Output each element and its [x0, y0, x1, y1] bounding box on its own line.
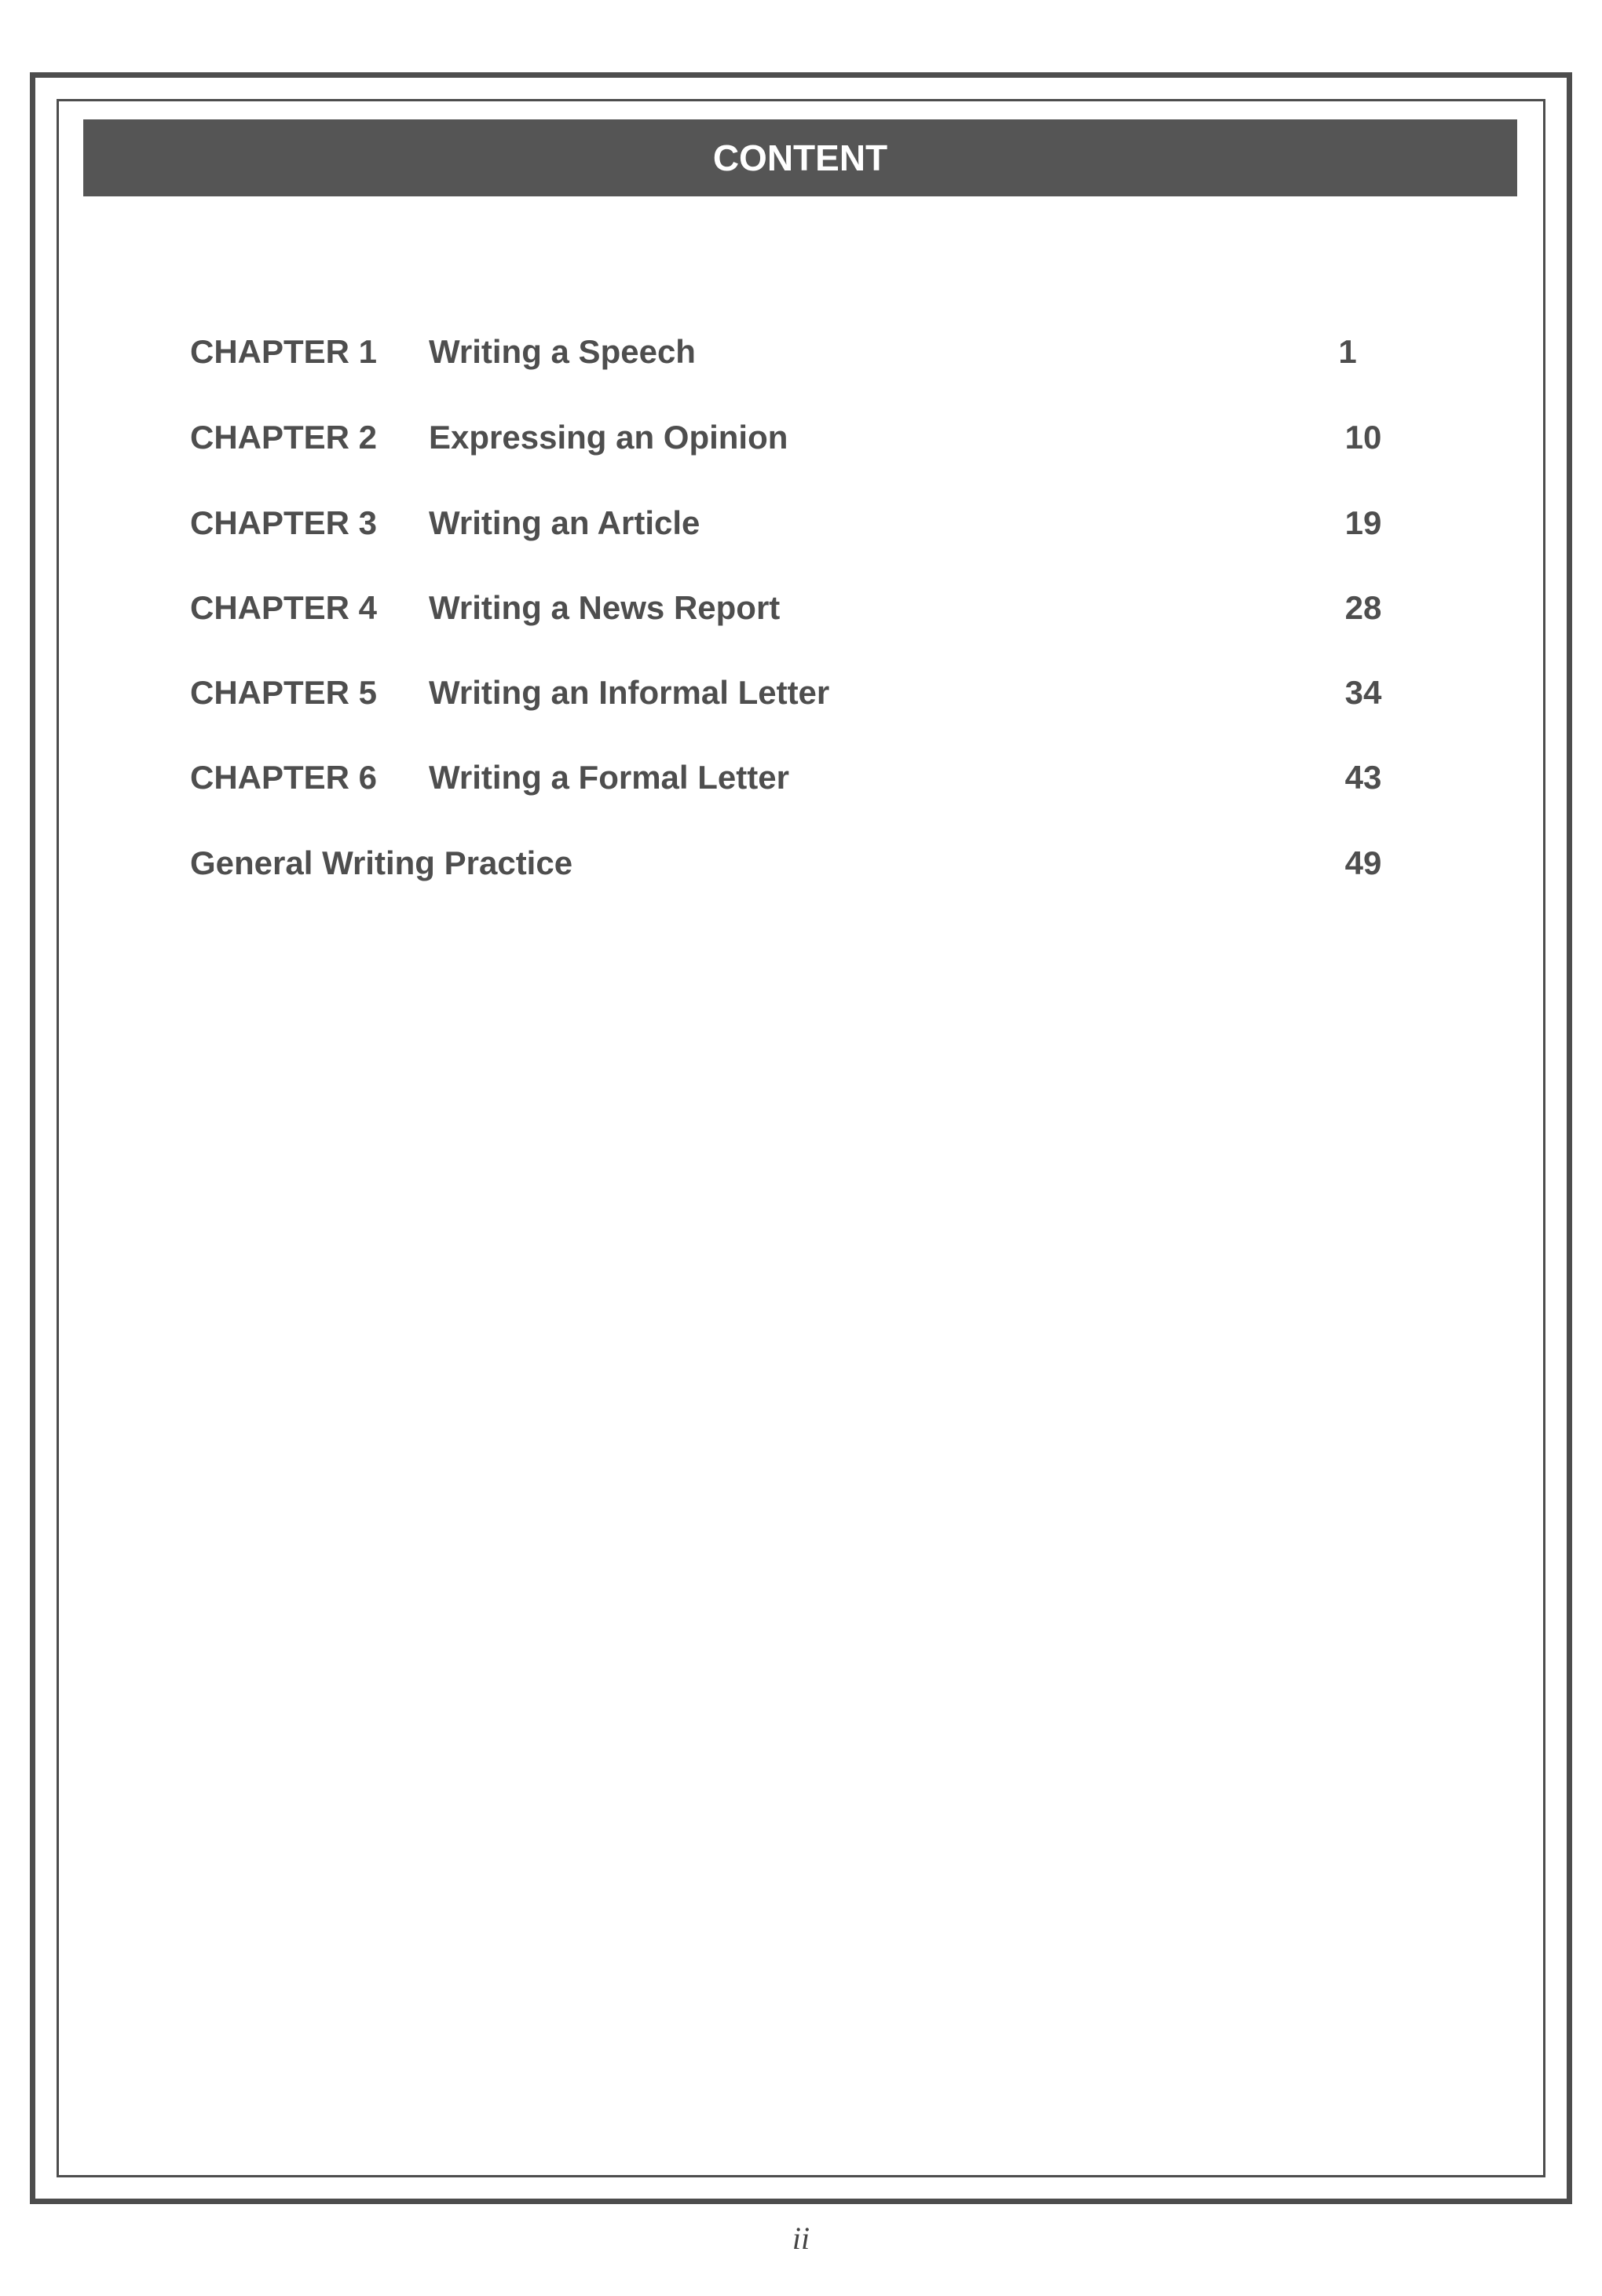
chapter-title: Writing an Informal Letter: [429, 674, 830, 711]
toc-entry-chapter-6[interactable]: [190, 754, 1382, 801]
toc-entry-chapter-2[interactable]: [190, 414, 1382, 461]
chapter-page-number: 34: [1344, 674, 1382, 711]
toc-entry-chapter-4[interactable]: [190, 584, 1382, 632]
content-header-bar: [83, 119, 1517, 196]
toc-entry-chapter-3[interactable]: [190, 500, 1382, 547]
chapter-title: Writing an Article: [429, 504, 700, 541]
chapter-title: Writing a News Report: [429, 589, 781, 626]
inner-border: [57, 99, 1545, 2177]
page-title: CONTENT: [712, 137, 888, 178]
chapter-label: CHAPTER 1: [190, 333, 378, 370]
chapter-label: CHAPTER 4: [190, 589, 378, 626]
chapter-page-number: 19: [1344, 504, 1382, 541]
toc-entry-chapter-1[interactable]: [190, 328, 1368, 375]
chapter-label: CHAPTER 2: [190, 419, 378, 456]
general-practice-title: General Writing Practice: [190, 844, 573, 881]
page-number: ii: [792, 2221, 810, 2256]
toc-entry-general-practice[interactable]: [190, 840, 1382, 887]
chapter-page-number: 1: [1338, 333, 1357, 370]
general-practice-page-number: 49: [1344, 844, 1382, 881]
chapter-title: Writing a Formal Letter: [429, 759, 789, 796]
chapter-page-number: 43: [1344, 759, 1382, 796]
toc-entry-chapter-5[interactable]: [190, 669, 1382, 716]
chapter-page-number: 10: [1344, 419, 1382, 456]
chapter-title: Expressing an Opinion: [429, 419, 788, 456]
chapter-label: CHAPTER 5: [190, 674, 378, 711]
chapter-title: Writing a Speech: [429, 333, 696, 370]
chapter-page-number: 28: [1344, 589, 1382, 626]
chapter-label: CHAPTER 6: [190, 759, 378, 796]
chapter-label: CHAPTER 3: [190, 504, 378, 541]
